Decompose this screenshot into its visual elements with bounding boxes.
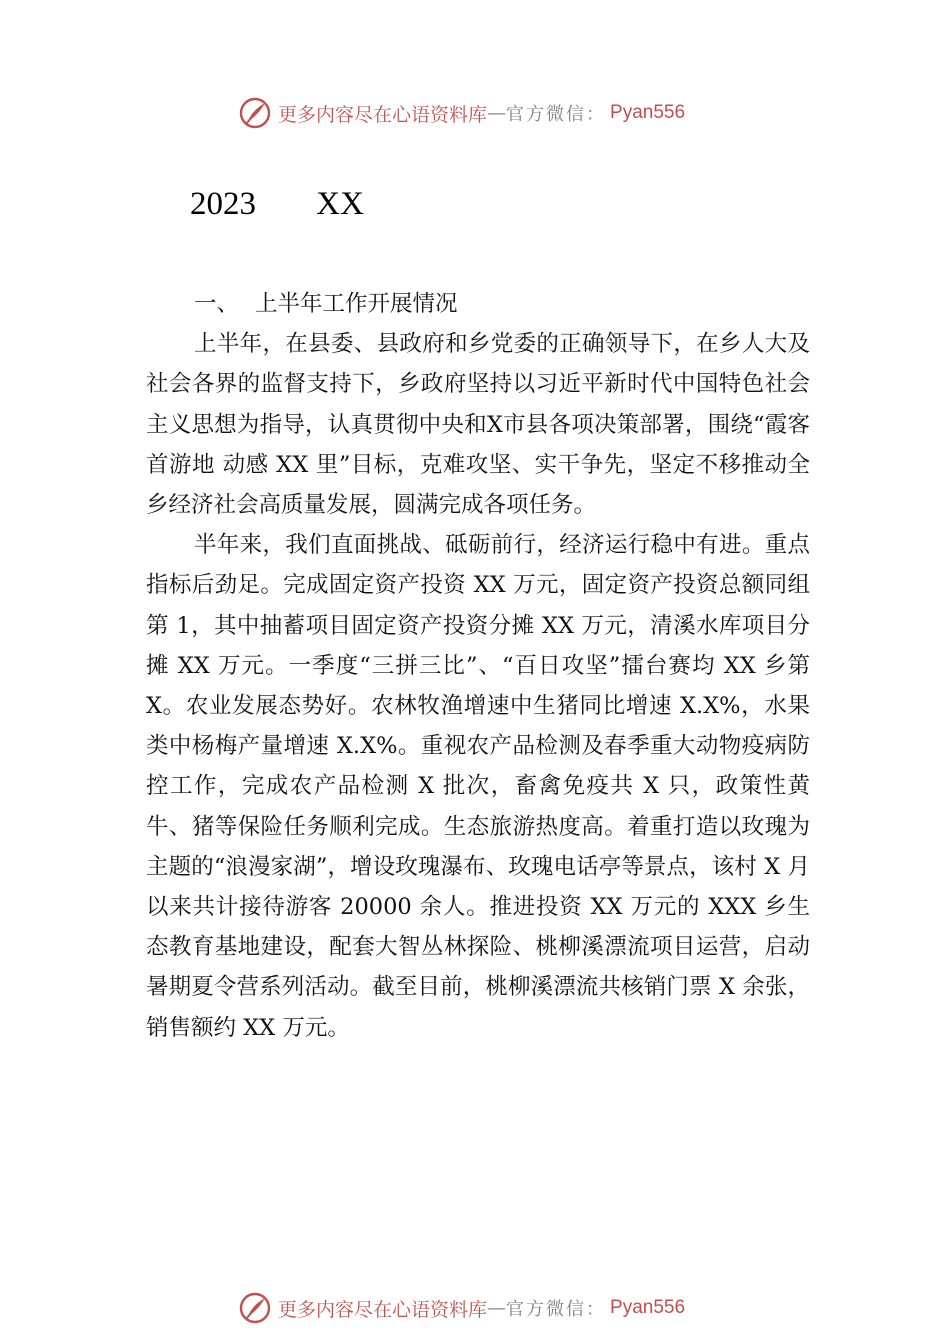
banner-wechat-id: Pyan556 [610,102,686,123]
paragraph-2: 半年来，我们直面挑战、砥砺前行，经济运行稳中有进。重点指标后劲足。完成固定资产投资 XX 万元，固定资产投资总额同组第 1，其中抽蓄项目固定资产投资分摊 XX 万元，清溪水库项目分摊 XX 万元。一季度“三拼三比”、“百日攻坚”擂台赛均 XX 乡第 X。农业发展态势好。农林牧渔增速中生猪同比增速 X.X%，水果类中杨梅产量增速 X.X%。重视农产品检测及春季重大动物疫病防控工作，完成农产品检测 X 批次，畜禽免疫共 X 只，政策性黄牛、猪等保险任务顺利完成。生态旅游热度高。着重打造以玫瑰为主题的“浪漫家湖”，增设玫瑰瀑布、玫瑰电话亭等景点，该村 X 月以来共计接待游客 20000 余人。推进投资 XX 万元的 XXX 乡生态教育基地建设，配套大智丛林探险、桃柳溪漂流项目运营，启动暑期夏令营系列活动。截至目前，桃柳溪漂流共核销门票 X 余张，销售额约 XX 万元。 [146,532,810,1041]
banner-inner [238,93,685,133]
paragraph-1: 上半年，在县委、县政府和乡党委的正确领导下，在乡人大及社会各界的监督支持下，乡政府坚持以习近平新时代中国特色社会主义思想为指导，认真贯彻中央和X市县各项决策部署，围绕“霞客首游地 动感 XX 里”目标，克难攻坚、实干争先，坚定不移推动全乡经济社会高质量发展，圆满完成各项任务。 [146,331,810,519]
footer-banner [0,1288,950,1328]
banner-text: 更多内容尽在心语资料库 [278,103,488,126]
banner-separator: — [487,102,507,124]
banner-wechat-label: 官方微信： [506,104,607,125]
header-banner [0,93,950,133]
banner-wechat-label: 官方微信： [506,1299,607,1320]
banner-text: 更多内容尽在心语资料库 [278,1298,488,1321]
section-heading-text: 上半年工作开展情况 [255,291,458,317]
banner-inner [238,1288,685,1328]
quill-logo-icon [238,96,272,130]
banner-separator: — [487,1297,507,1319]
banner-wechat-id: Pyan556 [610,1297,686,1318]
title-year: 2023 [190,186,256,222]
section-number: 一、 [194,291,240,317]
section-heading [146,284,810,324]
title-name: XX [316,186,364,222]
quill-logo-icon [238,1291,272,1325]
document-title [190,186,364,223]
document-body [146,284,810,1048]
